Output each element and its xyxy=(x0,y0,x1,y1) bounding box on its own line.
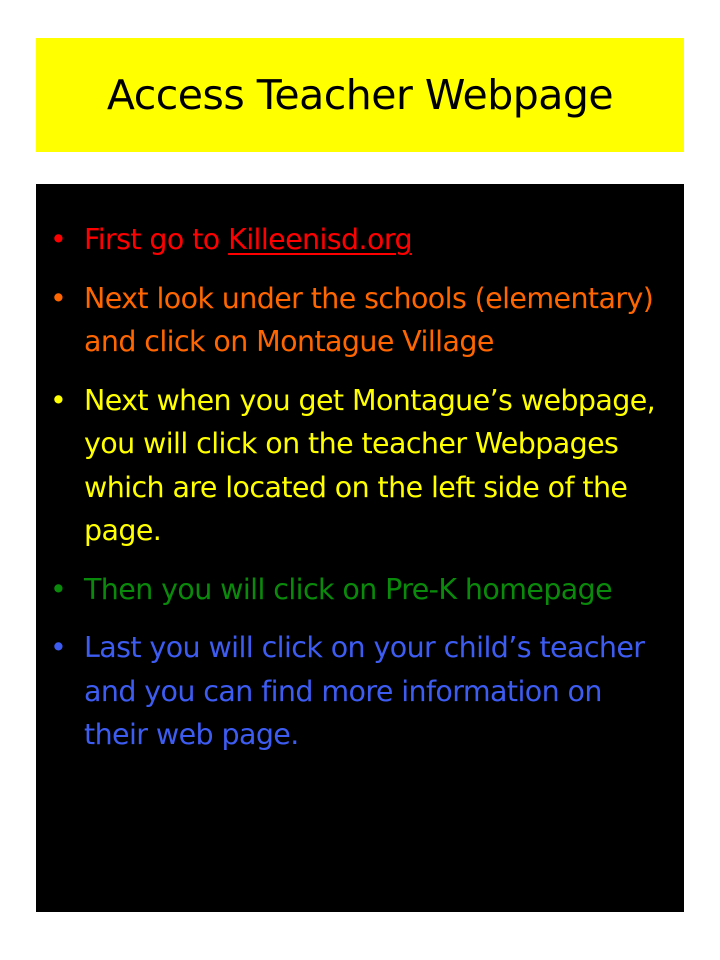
bullet-dot-icon: • xyxy=(50,281,67,315)
page-title: Access Teacher Webpage xyxy=(106,71,614,119)
bullet-text: Next look under the schools (elementary) and click on Montague Village xyxy=(84,281,654,358)
bullet-text: First go to xyxy=(84,223,229,256)
bullet-text: Then you will click on Pre-K homepage xyxy=(84,572,613,606)
killeenisd-link[interactable]: Killeenisd.org xyxy=(228,223,412,256)
title-banner xyxy=(36,38,684,152)
bullet-dot-icon: • xyxy=(50,631,67,664)
bullet-dot-icon: • xyxy=(50,572,67,606)
bullet-list xyxy=(48,218,666,757)
bullet-item xyxy=(48,218,666,262)
bullet-item xyxy=(48,568,666,612)
bullet-item xyxy=(48,626,666,757)
bullet-dot-icon: • xyxy=(50,383,67,417)
bullet-text: Last you will click on your child’s teacher and you can find more information on their web page. xyxy=(84,631,645,751)
bullet-text: Next when you get Montague’s webpage, you will click on the teacher Webpages which are located on the left side of the page. xyxy=(84,383,656,547)
bullet-dot-icon: • xyxy=(50,223,67,256)
bullet-item xyxy=(48,277,666,364)
content-panel xyxy=(36,184,684,912)
bullet-item xyxy=(48,379,666,553)
